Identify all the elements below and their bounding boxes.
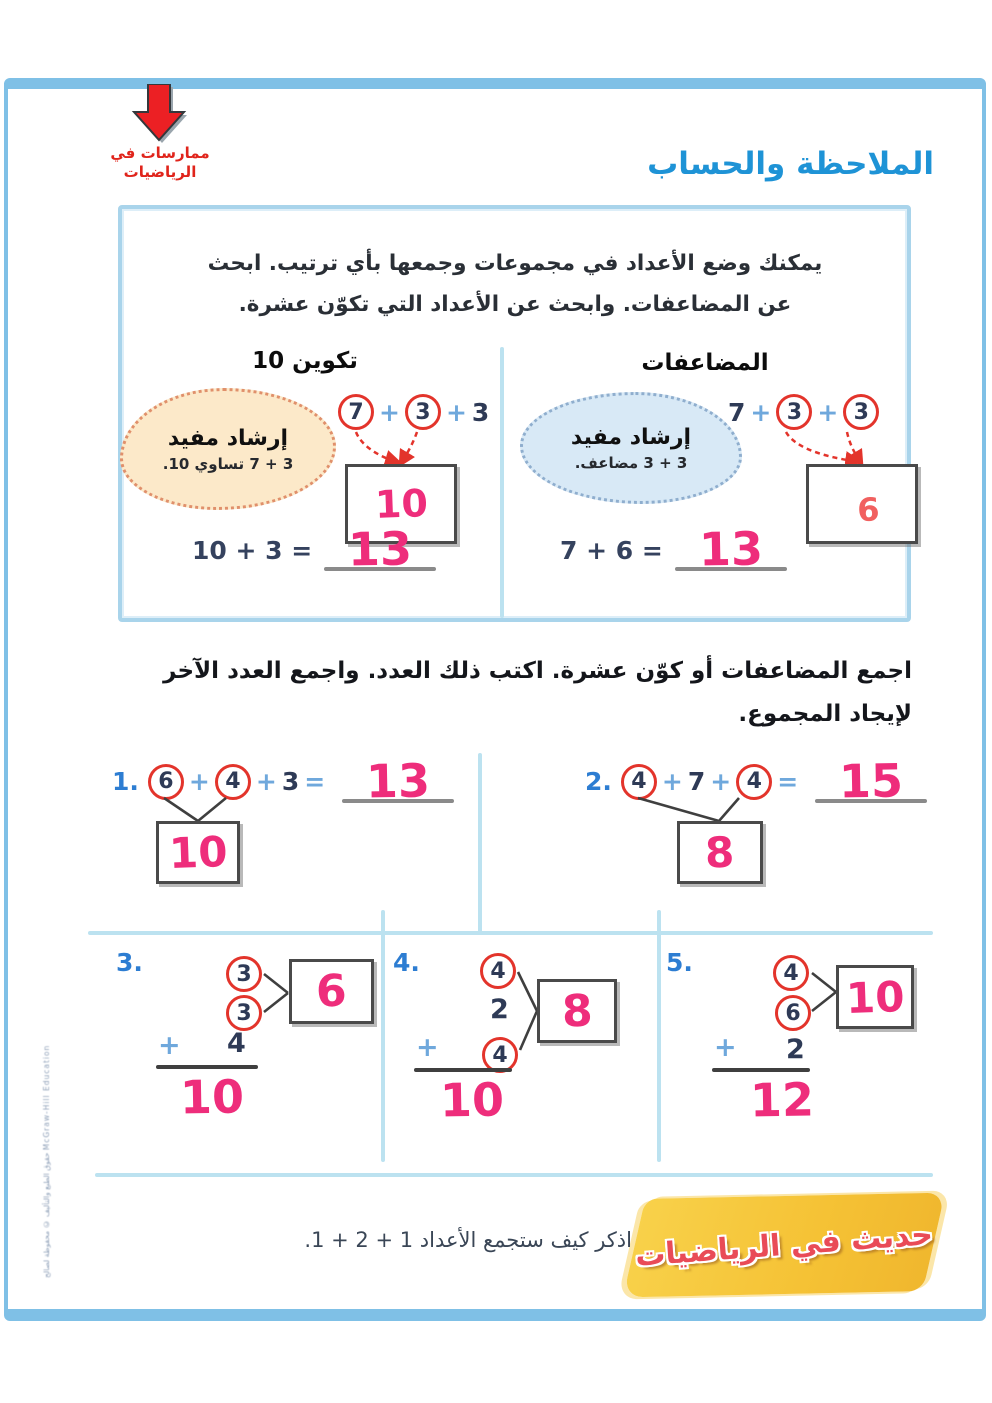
result-equation: 7 + 6 = (560, 536, 663, 565)
answer-slot (342, 753, 454, 809)
intro-line1: يمكنك وضع الأعداد في مجموعات وجمعها بأي ترتيب. ابحث (207, 251, 823, 276)
equals-sign: = (777, 767, 799, 796)
exercise-4-box (537, 979, 617, 1043)
intro-line2: عن المضاعفات. وابحث عن الأعداد التي تكوّن عشرة. (238, 292, 792, 317)
exercise-number: 5. (666, 948, 693, 977)
circled-number: 6 (775, 995, 811, 1031)
make-ten-header: تكوين 10 (252, 348, 358, 374)
exercise-answer: 15 (838, 753, 904, 809)
answer-slot (324, 521, 436, 577)
practices-line1: ممارسات في (110, 144, 210, 162)
circled-number: 6 (148, 764, 184, 800)
addend-number: 3 (471, 397, 490, 427)
plus-sign: + (379, 397, 400, 427)
exercise-5-sum: 12 (749, 1072, 815, 1128)
plus-sign: + (710, 767, 732, 796)
exercise-number: 4. (393, 948, 420, 977)
doubles-answer-box (806, 464, 918, 544)
circled-number: 3 (405, 394, 441, 430)
circled-number: 4 (482, 1037, 518, 1073)
circled-number: 3 (226, 995, 262, 1031)
circled-number: 3 (226, 956, 262, 992)
plus-sign: + (661, 767, 683, 796)
addend-number: 3 (281, 767, 300, 796)
make-ten-box-value: 10 (373, 481, 429, 527)
circled-number: 3 (843, 394, 879, 430)
directions-line2: لإيجاد المجموع. (738, 701, 912, 727)
circled-number: 4 (621, 764, 657, 800)
connector-lines-icon (630, 796, 755, 823)
result-answer: 13 (347, 521, 413, 577)
talk-math-banner-label: حديث في الرياضيات (633, 1216, 935, 1274)
bracket-lines-icon (262, 964, 292, 1022)
practices-line2: الرياضيات (123, 163, 197, 181)
plus-sign: + (817, 397, 839, 427)
hint-title: إرشاد مفيد (570, 424, 692, 450)
doubles-result (560, 521, 787, 577)
talk-math-banner (623, 1193, 945, 1298)
hint-body: 3 + 3 مضاعف. (574, 453, 688, 472)
sum-rule (156, 1065, 258, 1069)
answer-slot (675, 521, 787, 577)
exercise-answer: 13 (365, 753, 431, 809)
middle-number: 7 (687, 767, 706, 796)
plus-sign: + (188, 767, 210, 796)
divider-line (88, 931, 933, 935)
plus-sign: + (750, 397, 772, 427)
directions-line1: اجمع المضاعفات أو كوّن عشرة. اكتب ذلك العدد. واجمع العدد الآخر (163, 658, 912, 684)
copyright-margin-text: حقوق الطبع والتأليف © محفوظة لصالح McGraw-Hill Education (42, 1044, 51, 1278)
exercise-1-box (156, 821, 240, 884)
circled-number: 4 (480, 953, 516, 989)
exercise-5-box (836, 965, 914, 1029)
result-equation: 10 + 3 = (192, 536, 313, 565)
sum-rule (712, 1068, 810, 1072)
practices-label (92, 144, 228, 182)
doubles-equation (728, 394, 879, 430)
directions (100, 650, 912, 736)
page-title: الملاحظة والحساب (647, 146, 934, 182)
dashed-arrows-icon (770, 430, 880, 466)
divider-line (95, 1173, 933, 1177)
exercise-4-sum: 10 (439, 1072, 505, 1128)
exercise-3-box-value: 6 (315, 965, 348, 1018)
result-answer: 13 (698, 521, 764, 577)
exercise-2-box (677, 821, 763, 884)
circled-number: 4 (736, 764, 772, 800)
exercise-number: 3. (116, 948, 143, 977)
make-ten-result (192, 521, 436, 577)
addend-number: 2 (786, 1034, 805, 1065)
example-intro (150, 243, 880, 325)
plus-sign: + (714, 1032, 737, 1063)
make-ten-equation (338, 394, 489, 430)
equals-sign: = (304, 767, 326, 796)
talk-math-question: اذكر كيف ستجمع الأعداد 1 + 2 + 1. (304, 1228, 632, 1252)
plus-sign: + (416, 1032, 439, 1063)
circled-number: 3 (776, 394, 812, 430)
exercise-3-sum: 10 (179, 1069, 245, 1125)
exercise-3-box (289, 959, 374, 1024)
connector-lines-icon (150, 796, 242, 823)
exercise-2-box-value: 8 (704, 827, 736, 878)
exercise-4-box-value: 8 (560, 984, 594, 1038)
practices-arrow-icon (126, 84, 192, 146)
divider-line (381, 910, 385, 1162)
plus-sign: + (445, 397, 467, 427)
circled-number: 4 (773, 955, 809, 991)
middle-number: 2 (490, 994, 509, 1025)
doubles-header: المضاعفات (641, 350, 769, 376)
circled-number: 4 (215, 764, 251, 800)
circled-number: 7 (338, 394, 374, 430)
divider-line (657, 910, 661, 1162)
lead-number: 7 (728, 397, 746, 427)
addend-number: 4 (227, 1028, 246, 1059)
dashed-arrows-icon (340, 430, 440, 466)
exercise-5-box-value: 10 (844, 971, 906, 1023)
plus-sign: + (255, 767, 277, 796)
exercise-number: 2. (585, 767, 612, 796)
exercise-1-box-value: 10 (167, 826, 229, 879)
hint-title: إرشاد مفيد (167, 425, 289, 451)
column-divider (500, 347, 504, 618)
plus-sign: + (158, 1030, 181, 1061)
exercise-number: 1. (112, 767, 139, 796)
divider-line (478, 753, 482, 933)
sum-rule (414, 1068, 512, 1072)
hint-body: 3 + 7 تساوي 10. (162, 454, 294, 473)
doubles-box-value: 6 (856, 490, 880, 530)
answer-slot (815, 753, 927, 809)
